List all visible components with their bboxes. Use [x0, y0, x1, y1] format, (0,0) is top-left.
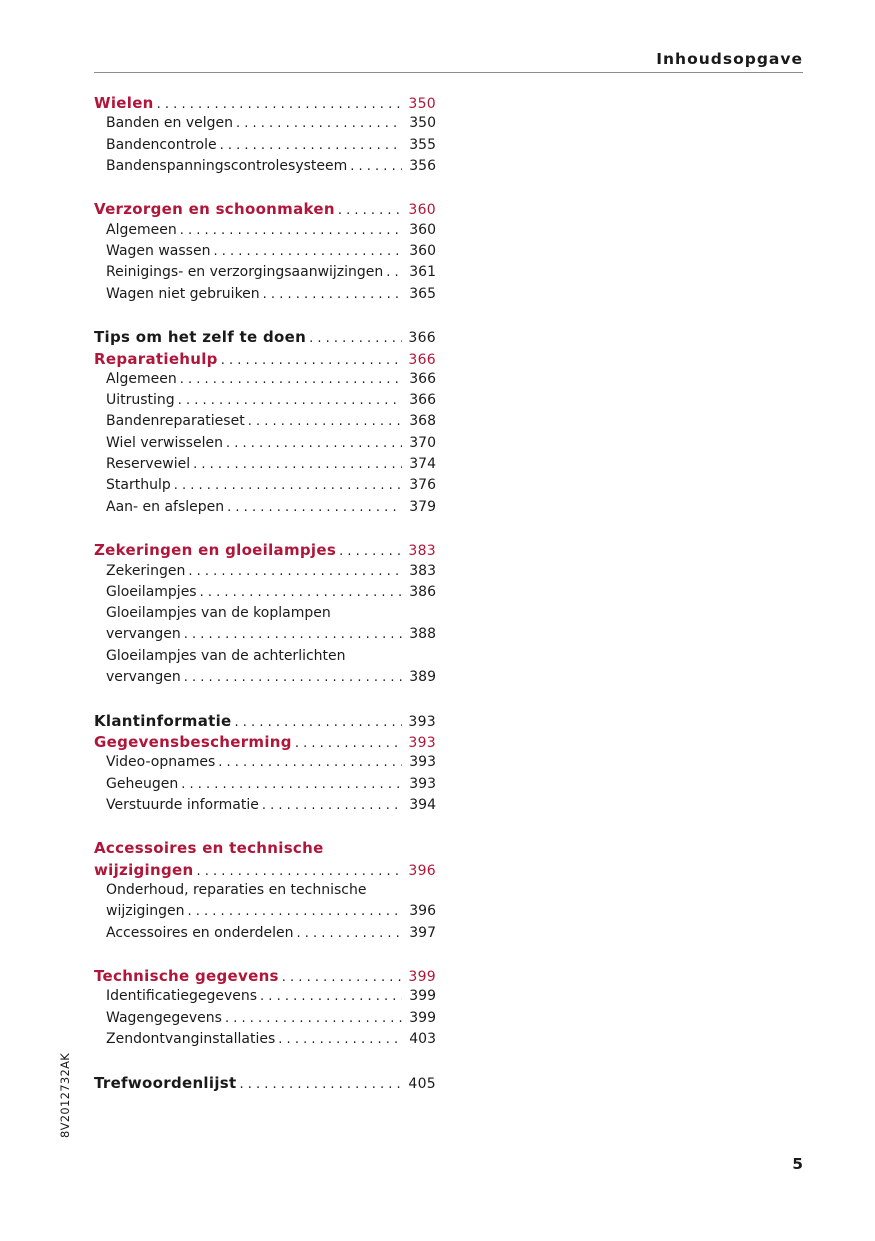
toc-section-entry[interactable]	[94, 925, 436, 946]
toc-entry-title: Verzorgen en schoonmaken	[94, 200, 335, 219]
toc-entry-title: Klantinformatie	[94, 711, 232, 730]
toc-entry-title: Wagen niet gebruiken	[106, 285, 260, 302]
toc-dot-leader	[259, 798, 402, 813]
toc-chapter-entry[interactable]	[94, 733, 436, 754]
toc-entry-title: Onderhoud, reparaties en technische	[106, 881, 367, 898]
toc-section-entry	[94, 648, 436, 669]
toc-entry-title: Accessoires en technische	[94, 839, 324, 858]
toc-section-entry[interactable]	[94, 392, 436, 413]
toc-section-entry[interactable]	[94, 371, 436, 392]
toc-entry-title: Video-opnames	[106, 754, 216, 771]
toc-entry-page: 366	[408, 330, 436, 347]
toc-dot-leader	[197, 585, 402, 600]
toc-entry-page: 383	[409, 562, 436, 579]
toc-entry-page: 396	[408, 862, 436, 879]
toc-dot-leader	[335, 203, 402, 218]
toc-dot-leader	[175, 393, 402, 408]
toc-spacer	[94, 690, 436, 711]
toc-dot-leader	[275, 1032, 402, 1047]
toc-chapter-entry[interactable]	[94, 541, 436, 562]
toc-section-entry[interactable]	[94, 626, 436, 647]
toc-entry-page: 399	[409, 988, 436, 1005]
page-number: 5	[792, 1155, 803, 1173]
toc-entry-page: 360	[409, 243, 436, 260]
toc-section-entry[interactable]	[94, 456, 436, 477]
toc-dot-leader	[181, 670, 402, 685]
toc-entry-page: 376	[409, 477, 436, 494]
toc-dot-leader	[190, 457, 402, 472]
toc-chapter-entry[interactable]	[94, 328, 436, 349]
toc-section-entry[interactable]	[94, 499, 436, 520]
toc-spacer	[94, 520, 436, 541]
toc-dot-leader	[181, 627, 402, 642]
toc-entry-title: Technische gegevens	[94, 967, 279, 986]
toc-entry-page: 393	[408, 734, 436, 751]
toc-section-entry[interactable]	[94, 797, 436, 818]
toc-entry-title: Algemeen	[106, 370, 177, 387]
toc-dot-leader	[260, 287, 402, 302]
toc-entry-title: Verstuurde informatie	[106, 796, 259, 813]
toc-section-entry[interactable]	[94, 988, 436, 1009]
toc-entry-title: Identificatiegegevens	[106, 988, 258, 1005]
toc-entry-title: wijzigingen	[106, 903, 185, 920]
toc-spacer	[94, 1052, 436, 1073]
toc-dot-leader	[279, 970, 402, 985]
toc-entry-title: Reinigings- en verzorgingsaanwijzingen	[106, 264, 384, 281]
toc-entry-title: Bandencontrole	[106, 136, 217, 153]
toc-section-entry[interactable]	[94, 584, 436, 605]
toc-section-entry[interactable]	[94, 243, 436, 264]
toc-dot-leader	[210, 244, 402, 259]
toc-dot-leader	[257, 989, 402, 1004]
toc-entry-title: Banden en velgen	[106, 115, 233, 132]
toc-dot-leader	[223, 436, 402, 451]
toc-entry-page: 396	[409, 903, 436, 920]
toc-entry-page: 374	[409, 456, 436, 473]
toc-section-entry[interactable]	[94, 158, 436, 179]
toc-dot-leader	[292, 736, 402, 751]
toc-entry-page: 366	[408, 351, 436, 368]
toc-entry-page: 403	[409, 1031, 436, 1048]
toc-entry-page: 399	[409, 1009, 436, 1026]
toc-entry-title: Zekeringen	[106, 562, 186, 579]
toc-entry-title: wijzigingen	[94, 860, 194, 879]
toc-entry-page: 386	[409, 583, 436, 600]
toc-entry-page: 368	[409, 413, 436, 430]
toc-entry-title: Accessoires en onderdelen	[106, 924, 294, 941]
toc-entry-title: Gegevensbescherming	[94, 732, 292, 751]
toc-dot-leader	[218, 353, 402, 368]
toc-dot-leader	[154, 97, 402, 112]
toc-spacer	[94, 307, 436, 328]
toc-entry-title: Zendontvanginstallaties	[106, 1031, 276, 1048]
toc-entry-page: 389	[409, 669, 436, 686]
toc-section-entry[interactable]	[94, 754, 436, 775]
toc-entry-page: 355	[409, 136, 436, 153]
toc-chapter-entry[interactable]	[94, 350, 436, 371]
toc-section-entry[interactable]	[94, 264, 436, 285]
toc-chapter-entry[interactable]	[94, 967, 436, 988]
toc-section-entry[interactable]	[94, 903, 436, 924]
toc-entry-title: Tips om het zelf te doen	[94, 328, 307, 347]
toc-dot-leader	[232, 715, 402, 730]
toc-entry-title: Wagen wassen	[106, 243, 211, 260]
toc-entry-page: 393	[409, 754, 436, 771]
toc-section-entry[interactable]	[94, 563, 436, 584]
toc-dot-leader	[171, 478, 402, 493]
toc-chapter-entry[interactable]	[94, 1074, 436, 1095]
toc-entry-page: 366	[409, 370, 436, 387]
toc-dot-leader	[185, 904, 403, 919]
toc-dot-leader	[236, 1077, 402, 1092]
toc-dot-leader	[336, 544, 402, 559]
toc-section-entry[interactable]	[94, 137, 436, 158]
toc-entry-page: 383	[408, 543, 436, 560]
toc-entry-title: Zekeringen en gloeilampjes	[94, 541, 337, 560]
toc-chapter-entry[interactable]	[94, 200, 436, 221]
page-header-title: Inhoudsopgave	[656, 50, 803, 68]
toc-entry-page: 388	[409, 626, 436, 643]
toc-entry-page: 397	[409, 924, 436, 941]
toc-section-entry[interactable]	[94, 477, 436, 498]
toc-dot-leader	[178, 777, 402, 792]
toc-entry-title: Trefwoordenlijst	[94, 1073, 237, 1092]
toc-dot-leader	[177, 372, 402, 387]
toc-dot-leader	[224, 500, 402, 515]
toc-dot-leader	[293, 926, 402, 941]
toc-entry-page: 393	[409, 775, 436, 792]
toc-chapter-entry	[94, 839, 436, 860]
toc-entry-page: 360	[408, 202, 436, 219]
header-divider	[94, 72, 803, 73]
toc-dot-leader	[185, 564, 402, 579]
toc-dot-leader	[222, 1011, 402, 1026]
toc-dot-leader	[383, 265, 402, 280]
toc-section-entry[interactable]	[94, 115, 436, 136]
toc-entry-title: Gloeilampjes	[106, 583, 197, 600]
toc-entry-title: vervangen	[106, 669, 181, 686]
toc-chapter-entry[interactable]	[94, 94, 436, 115]
toc-section-entry[interactable]	[94, 1010, 436, 1031]
toc-spacer	[94, 946, 436, 967]
toc-section-entry[interactable]	[94, 1031, 436, 1052]
toc-entry-title: Wielen	[94, 94, 154, 112]
toc-entry-page: 399	[408, 969, 436, 986]
toc-entry-title: Geheugen	[106, 775, 179, 792]
table-of-contents	[94, 94, 436, 1095]
toc-dot-leader	[233, 116, 402, 131]
toc-entry-title: Gloeilampjes van de achterlichten	[106, 647, 346, 664]
toc-entry-page: 365	[409, 285, 436, 302]
toc-dot-leader	[177, 223, 402, 238]
toc-dot-leader	[215, 755, 402, 770]
toc-entry-page: 394	[409, 796, 436, 813]
toc-entry-page: 360	[409, 221, 436, 238]
document-code: 8V2012732AK	[58, 1052, 72, 1138]
toc-entry-page: 366	[409, 392, 436, 409]
toc-entry-page: 356	[409, 157, 436, 174]
toc-entry-page: 361	[409, 264, 436, 281]
toc-section-entry	[94, 605, 436, 626]
toc-section-entry[interactable]	[94, 669, 436, 690]
toc-entry-title: vervangen	[106, 626, 181, 643]
toc-chapter-entry[interactable]	[94, 712, 436, 733]
toc-spacer	[94, 179, 436, 200]
toc-entry-title: Aan- en afslepen	[106, 498, 225, 515]
toc-dot-leader	[245, 414, 402, 429]
toc-section-entry[interactable]	[94, 222, 436, 243]
toc-section-entry[interactable]	[94, 776, 436, 797]
toc-entry-title: Wiel verwisselen	[106, 434, 223, 451]
toc-dot-leader	[306, 331, 402, 346]
toc-dot-leader	[193, 864, 402, 879]
toc-entry-title: Bandenreparatieset	[106, 413, 245, 430]
toc-entry-page: 370	[409, 434, 436, 451]
toc-section-entry[interactable]	[94, 413, 436, 434]
toc-entry-title: Uitrusting	[106, 392, 175, 409]
toc-entry-title: Wagengegevens	[106, 1009, 222, 1026]
toc-entry-page: 393	[408, 713, 436, 730]
toc-dot-leader	[347, 159, 402, 174]
toc-spacer	[94, 818, 436, 839]
toc-entry-title: Bandenspanningscontrolesysteem	[106, 157, 348, 174]
toc-entry-title: Reparatiehulp	[94, 349, 218, 368]
toc-entry-title: Reservewiel	[106, 456, 191, 473]
toc-section-entry[interactable]	[94, 435, 436, 456]
toc-section-entry[interactable]	[94, 286, 436, 307]
toc-entry-title: Gloeilampjes van de koplampen	[106, 605, 331, 622]
toc-dot-leader	[217, 138, 402, 153]
toc-section-entry	[94, 882, 436, 903]
toc-entry-title: Starthulp	[106, 477, 171, 494]
toc-entry-title: Algemeen	[106, 221, 177, 238]
toc-entry-page: 350	[408, 96, 436, 112]
toc-entry-page: 405	[408, 1075, 436, 1092]
toc-chapter-entry[interactable]	[94, 861, 436, 882]
toc-entry-page: 350	[409, 115, 436, 132]
toc-entry-page: 379	[409, 498, 436, 515]
